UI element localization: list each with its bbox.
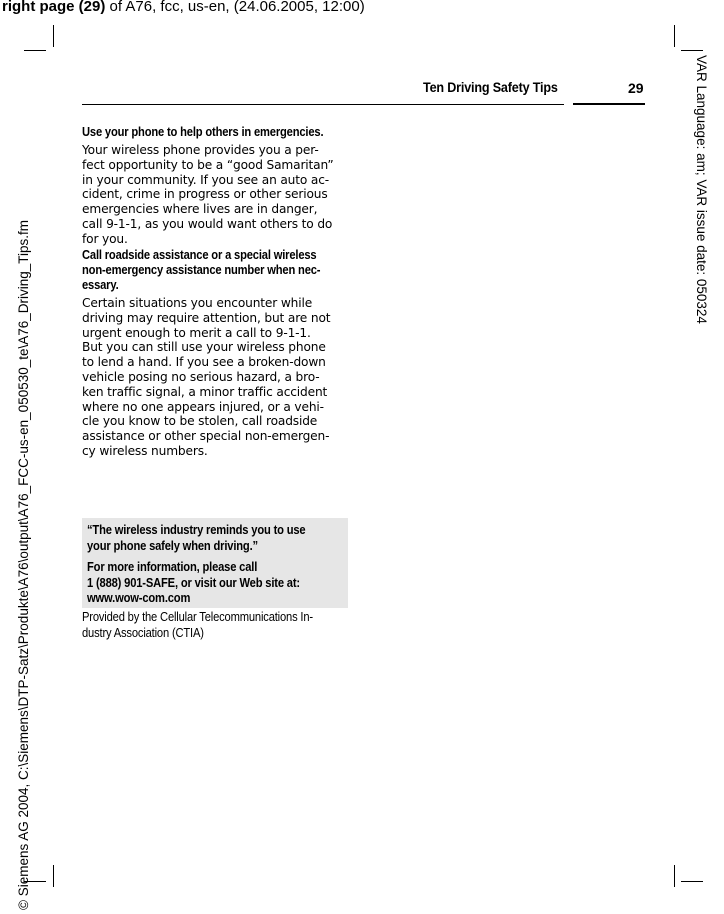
body-line: cle you know to be stolen, call roadside <box>82 414 318 429</box>
body-line: urgent enough to merit a call to 9-1-1. <box>82 325 311 340</box>
crop-mark <box>53 25 54 47</box>
section-heading <box>82 124 349 139</box>
body-line: to lend a hand. If you see a broken-down <box>82 355 326 370</box>
callout-line: www.wow-com.com <box>87 590 191 605</box>
body-line: in your community. If you see an auto ac- <box>82 172 330 187</box>
section-emergencies <box>82 124 348 247</box>
body-line: cy wireless numbers. <box>82 443 208 458</box>
callout-info <box>87 559 345 606</box>
body-line: ken traffic signal, a minor traffic accident <box>82 384 328 399</box>
body-line: But you can still use your wireless phone <box>82 340 326 355</box>
crop-mark <box>681 50 703 51</box>
crop-mark <box>674 865 675 887</box>
page-number: 29 <box>628 80 644 96</box>
slug-details: of A76, fcc, us-en, (24.06.2005, 12:00) <box>105 0 365 15</box>
var-language-note: VAR Language: am; VAR issue date: 050324 <box>694 55 709 324</box>
credit-line: dustry Association (CTIA) <box>82 625 204 640</box>
crop-mark <box>674 25 675 47</box>
ctia-callout-box <box>82 518 348 608</box>
body-line: assistance or other special non-emergen- <box>82 429 330 444</box>
page-header-title: Ten Driving Safety Tips <box>423 79 558 95</box>
credit-line: Provided by the Cellular Telecommunications In- <box>82 609 313 624</box>
section-body <box>82 143 348 247</box>
heading-line: Use your phone to help others in emergencies. <box>82 124 324 139</box>
header-rule <box>82 104 564 105</box>
callout-line: 1 (888) 901-SAFE, or visit our Web site at: <box>87 574 300 590</box>
crop-mark <box>53 865 54 887</box>
file-path-note: © Siemens AG 2004, C:\Siemens\DTP-Satz\Produkte\A76\output\A76_FCC-us-en_050530_te\A76_Driving_Tips.fm <box>16 219 31 910</box>
callout-line: “The wireless industry reminds you to use <box>87 522 306 537</box>
section-roadside-assistance <box>82 247 348 459</box>
body-line: where no one appears injured, or a vehi- <box>82 399 324 414</box>
body-line: cident, crime in progress or other serious <box>82 187 328 202</box>
body-line: Your wireless phone provides you a per- <box>82 143 319 157</box>
slug-page-ref: right page (29) <box>2 0 106 15</box>
body-line: emergencies where lives are in danger, <box>82 202 318 217</box>
body-line: call 9-1-1, as you would want others to do <box>82 216 333 231</box>
callout-quote <box>87 522 345 553</box>
body-line: driving may require attention, but are not <box>82 310 331 325</box>
body-line: fect opportunity to be a “good Samaritan” <box>82 157 334 172</box>
callout-line: your phone safely when driving.” <box>87 537 258 553</box>
header-rule-thick <box>573 103 645 105</box>
ctia-credit <box>82 609 344 641</box>
heading-line: Call roadside assistance or a special wireless <box>82 247 317 262</box>
heading-line: essary. <box>82 277 119 292</box>
body-line: Certain situations you encounter while <box>82 296 313 310</box>
callout-line: For more information, please call <box>87 559 258 574</box>
section-body <box>82 296 348 459</box>
heading-line: non-emergency assistance number when nec- <box>82 262 321 277</box>
print-slug <box>2 0 365 15</box>
crop-mark <box>24 50 46 51</box>
body-line: for you. <box>82 231 128 246</box>
section-heading <box>82 247 349 292</box>
crop-mark <box>681 881 703 882</box>
body-line: vehicle posing no serious hazard, a bro- <box>82 369 320 384</box>
